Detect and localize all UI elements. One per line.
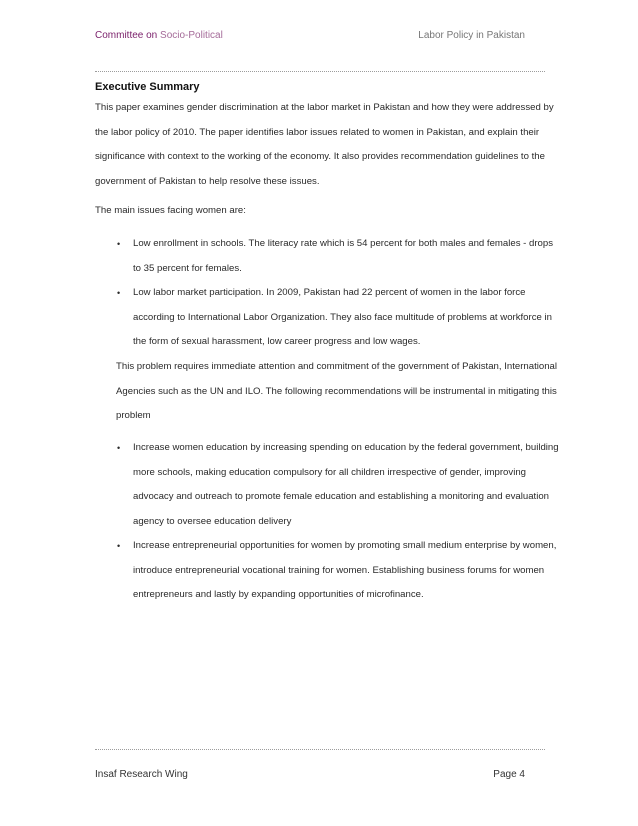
paragraph-line: problem xyxy=(116,410,151,421)
issues-list xyxy=(95,232,553,355)
bullet-icon: • xyxy=(117,239,121,249)
section-heading: Executive Summary xyxy=(95,81,200,93)
paragraph-line: The main issues facing women are: xyxy=(95,205,246,216)
list-item-line: Increase entrepreneurial opportunities for women by promoting small medium enterprise by women, xyxy=(133,540,557,551)
paragraph-line: the labor policy of 2010. The paper identifies labor issues related to women in Pakistan, and explain their xyxy=(95,126,540,138)
bullet-icon: • xyxy=(117,288,121,298)
list-item-line: Increase women education by increasing spending on education by the federal government, building xyxy=(133,442,559,453)
footer-divider xyxy=(95,749,545,750)
header-committee-prefix: Committee on xyxy=(95,30,158,41)
list-item-line: advocacy and outreach to promote female education and establishing a monitoring and evaluation xyxy=(133,491,550,502)
recommendations-list xyxy=(95,436,559,608)
footer-organization: Insaf Research Wing xyxy=(95,769,188,780)
paragraph-line: Agencies such as the UN and ILO. The following recommendations will be instrumental in mitigating this xyxy=(116,385,557,397)
list-item xyxy=(95,436,559,534)
main-issues-intro xyxy=(95,199,246,224)
header-committee-label xyxy=(95,30,223,42)
list-item xyxy=(95,281,553,355)
list-item-line: more schools, making education compulsory for all children irrespective of gender, improving xyxy=(133,466,526,478)
list-item-line: to 35 percent for females. xyxy=(133,262,242,274)
page-number: Page 4 xyxy=(493,769,525,780)
problem-paragraph xyxy=(116,355,557,429)
list-item-line: the form of sexual harassment, low career progress and low wages. xyxy=(133,336,421,347)
list-item-line: according to International Labor Organization. They also face multitude of problems at workforce in xyxy=(133,311,552,323)
list-item-line: Low labor market participation. In 2009, Pakistan had 22 percent of women in the labor force xyxy=(133,287,526,298)
list-item-line: Low enrollment in schools. The literacy rate which is 54 percent for both males and females - drops xyxy=(133,238,554,249)
intro-paragraph xyxy=(95,96,554,194)
header-committee-name: Socio-Political xyxy=(160,30,223,41)
list-item-line: entrepreneurs and lastly by expanding opportunities of microfinance. xyxy=(133,589,424,600)
paragraph-line: significance with context to the working of the economy. It also provides recommendation guidelines to the xyxy=(95,151,545,162)
paragraph-line: government of Pakistan to help resolve these issues. xyxy=(95,175,320,187)
list-item xyxy=(95,534,559,608)
paragraph-line: This problem requires immediate attention and commitment of the government of Pakistan, International xyxy=(116,361,558,372)
list-item xyxy=(95,232,553,281)
paragraph-line: This paper examines gender discrimination at the labor market in Pakistan and how they were addressed by xyxy=(95,102,554,113)
list-item-line: agency to oversee education delivery xyxy=(133,515,292,527)
list-item-line: introduce entrepreneurial vocational training for women. Establishing business forums for women xyxy=(133,564,545,576)
header-document-title: Labor Policy in Pakistan xyxy=(418,30,525,41)
header-divider xyxy=(95,71,545,72)
bullet-icon: • xyxy=(117,443,121,453)
bullet-icon: • xyxy=(117,541,121,551)
